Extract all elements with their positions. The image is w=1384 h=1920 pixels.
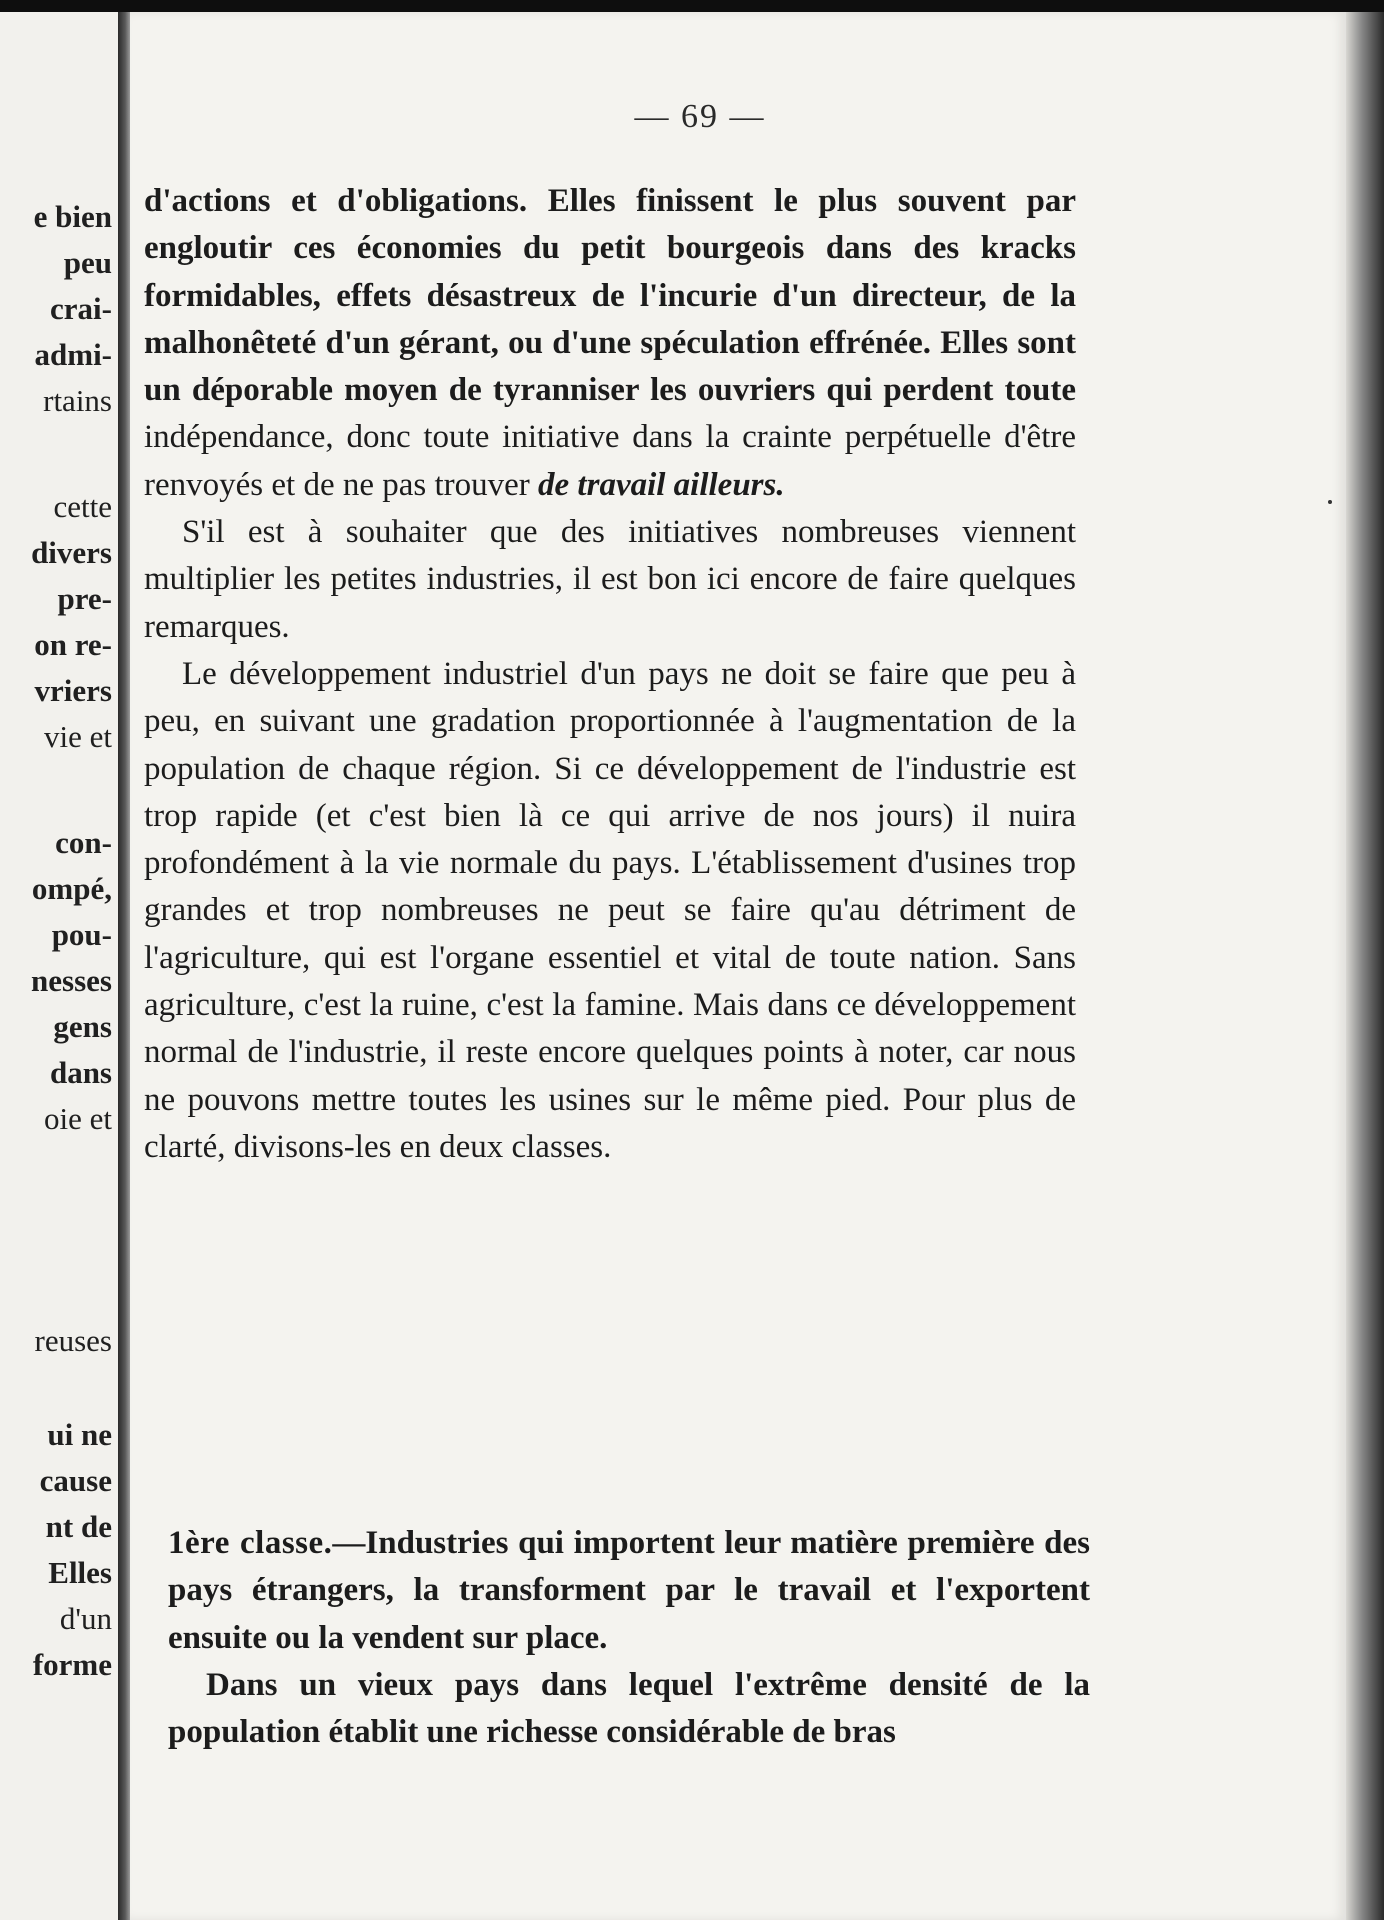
scan-top-border <box>0 0 1384 12</box>
left-line: cette <box>53 489 112 524</box>
left-line: rtains <box>43 383 112 418</box>
left-line: pre- <box>57 581 112 616</box>
paragraph-3: Le développement industriel d'un pays ne doit se faire que peu à peu, en suivant une gradation proportionnée à l'augmentation de la population de chaque région. Si ce développement de l'industrie est trop rapide (et c'est bien là ce qui arrive de nos jours) il nuira profondément à la vie normale du pays. L'établissement d'usines trop grandes et trop nombreuses ne peut se faire qu'au détriment de l'agriculture, qui est l'organe essentiel et vital de toute nation. Sans agriculture, c'est la ruine, c'est la famine. Mais dans ce développement normal de l'industrie, il reste encore quelques points à noter, car nous ne pouvons mettre toutes les usines sur le même pied. Pour plus de clarté, divisons-les en deux classes. <box>144 655 1076 1165</box>
left-line: vriers <box>34 673 112 708</box>
paragraph-2: S'il est à souhaiter que des initiatives nombreuses viennent multiplier les petites industries, il est bon ici encore de faire quelques remarques. <box>144 514 1076 645</box>
left-page-fragment <box>0 12 118 1920</box>
left-line: peu <box>63 245 112 280</box>
left-line: forme <box>32 1647 112 1682</box>
left-line: Elles <box>48 1555 112 1590</box>
left-line: e bien <box>33 199 112 234</box>
left-line: admi- <box>34 337 112 372</box>
paragraph-1 <box>144 178 1076 509</box>
left-line: d'un <box>59 1601 112 1636</box>
left-line: oie et <box>44 1101 112 1136</box>
scan-speck <box>1328 500 1332 504</box>
body-text <box>144 178 1076 1171</box>
left-line: cause <box>39 1463 112 1498</box>
paragraph-4: Dans un vieux pays dans lequel l'extrême densité de la population établit une richesse considérable de bras <box>168 1666 1090 1751</box>
left-line: ompé, <box>31 871 112 906</box>
class-text: —Industries qui importent leur matière première des pays étrangers, la transforment par le travail et l'exportent ensuite ou la vendent sur place. <box>168 1525 1090 1656</box>
left-line: gens <box>53 1009 112 1044</box>
left-line: dans <box>49 1055 112 1090</box>
book-page <box>130 12 1346 1920</box>
left-line: nt de <box>45 1509 112 1544</box>
page-right-edge <box>1346 12 1384 1920</box>
left-line: con- <box>55 825 112 860</box>
class-section <box>168 1520 1090 1756</box>
paragraph-1-regular: indépendance, donc toute initiative dans la crainte perpétuelle d'être renvoyés et de ne pas trouver <box>144 419 1076 503</box>
paragraph-1-bold: d'actions et d'obligations. Elles finissent le plus souvent par engloutir ces économies du petit bourgeois dans des kracks formidables, effets désastreux de l'incurie d'un directeur, de la malhonêteté d'un gérant, ou d'une spéculation effrénée. Elles sont un déporable moyen de tyranniser les ouvriers qui perdent toute <box>144 183 1076 409</box>
left-line: vie et <box>44 719 112 754</box>
left-line: crai- <box>50 291 112 326</box>
left-line: ui ne <box>47 1417 112 1452</box>
book-gutter <box>118 12 130 1920</box>
class-paragraph <box>168 1520 1090 1662</box>
left-line: reuses <box>34 1323 112 1358</box>
left-line: nesses <box>31 963 112 998</box>
left-line: on re- <box>34 627 112 662</box>
paragraph-1-italic: de travail ailleurs. <box>538 466 785 503</box>
class-label: 1ère classe. <box>168 1525 333 1561</box>
page-number: — 69 — <box>634 98 766 135</box>
left-line: divers <box>31 535 112 570</box>
left-line: pou- <box>51 917 112 952</box>
